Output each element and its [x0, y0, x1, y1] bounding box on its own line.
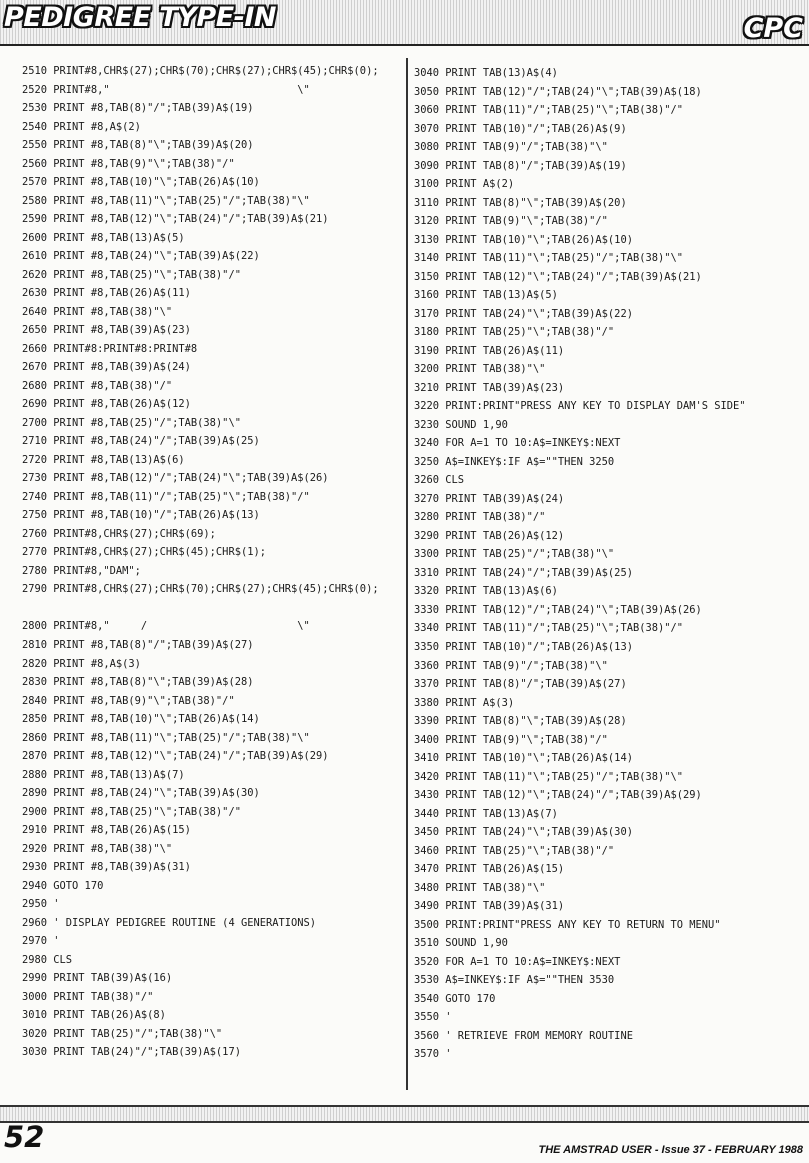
code-line: 3060 PRINT TAB(11)"/";TAB(25)"\";TAB(38)"/": [414, 104, 683, 117]
code-line: 2560 PRINT #8,TAB(9)"\";TAB(38)"/": [22, 157, 235, 170]
code-line: 2740 PRINT #8,TAB(11)"/";TAB(25)"\";TAB(38)"/": [22, 490, 310, 503]
code-line: 3370 PRINT TAB(8)"/";TAB(39)A$(27): [414, 678, 627, 691]
code-line: 3340 PRINT TAB(11)"/";TAB(25)"\";TAB(38)"/": [414, 622, 683, 635]
code-line: 2510 PRINT#8,CHR$(27);CHR$(70);CHR$(27);CHR$(45);CHR$(0);: [22, 65, 379, 77]
code-line: 3530 A$=INKEY$:IF A$=""THEN 3530: [414, 974, 615, 987]
code-line: 2850 PRINT #8,TAB(10)"\";TAB(26)A$(14): [22, 713, 260, 726]
code-line: 3350 PRINT TAB(10)"/";TAB(26)A$(13): [414, 640, 633, 653]
code-line: 3560 ' RETRIEVE FROM MEMORY ROUTINE: [414, 1029, 633, 1042]
code-line: 3260 CLS: [414, 474, 465, 487]
code-line: 3500 PRINT:PRINT"PRESS ANY KEY TO RETURN TO MENU": [414, 918, 721, 931]
code-line: 3380 PRINT A$(3): [414, 696, 515, 709]
code-line: 3010 PRINT TAB(26)A$(8): [22, 1009, 166, 1022]
code-line: 2990 PRINT TAB(39)A$(16): [22, 972, 173, 985]
code-line: 2550 PRINT #8,TAB(8)"\";TAB(39)A$(20): [22, 139, 254, 152]
code-line: 3520 FOR A=1 TO 10:A$=INKEY$:NEXT: [414, 955, 621, 968]
code-line: 3400 PRINT TAB(9)"\";TAB(38)"/": [414, 733, 608, 746]
code-line: 3570 ': [414, 1048, 452, 1061]
code-line: 3420 PRINT TAB(11)"\";TAB(25)"/";TAB(38)"\": [414, 770, 683, 783]
code-line: 3430 PRINT TAB(12)"\";TAB(24)"/";TAB(39)A$(29): [414, 789, 702, 802]
section-title: PEDIGREE TYPE-IN: [4, 2, 276, 33]
code-line: 3540 GOTO 170: [414, 992, 496, 1005]
code-line: 3410 PRINT TAB(10)"\";TAB(26)A$(14): [414, 752, 633, 765]
code-line: 3490 PRINT TAB(39)A$(31): [414, 900, 565, 913]
code-line: 3160 PRINT TAB(13)A$(5): [414, 289, 558, 302]
code-line: 2810 PRINT #8,TAB(8)"/";TAB(39)A$(27): [22, 638, 254, 651]
code-line: 2860 PRINT #8,TAB(11)"\";TAB(25)"/";TAB(38)"\": [22, 731, 310, 744]
code-line: 2890 PRINT #8,TAB(24)"\";TAB(39)A$(30): [22, 787, 260, 800]
code-line: 3180 PRINT TAB(25)"\";TAB(38)"/": [414, 326, 615, 339]
code-line: 2960 ' DISPLAY PEDIGREE ROUTINE (4 GENERATIONS): [22, 916, 317, 929]
code-line: 2900 PRINT #8,TAB(25)"\";TAB(38)"/": [22, 805, 241, 818]
code-line: 3320 PRINT TAB(13)A$(6): [414, 585, 558, 598]
code-line: 2610 PRINT #8,TAB(24)"\";TAB(39)A$(22): [22, 250, 260, 263]
code-line: 3200 PRINT TAB(38)"\": [414, 363, 546, 376]
code-line: 3270 PRINT TAB(39)A$(24): [414, 492, 565, 505]
code-line: 3190 PRINT TAB(26)A$(11): [414, 344, 565, 357]
code-line: 2520 PRINT#8," \": [22, 83, 310, 96]
code-line: 3050 PRINT TAB(12)"/";TAB(24)"\";TAB(39)A$(18): [414, 85, 702, 98]
code-line: 3070 PRINT TAB(10)"/";TAB(26)A$(9): [414, 122, 627, 135]
code-line: 2840 PRINT #8,TAB(9)"\";TAB(38)"/": [22, 694, 235, 707]
code-line: 3440 PRINT TAB(13)A$(7): [414, 807, 558, 820]
page-header: [0, 0, 809, 46]
code-line: 3300 PRINT TAB(25)"/";TAB(38)"\": [414, 548, 615, 561]
code-line: 3310 PRINT TAB(24)"/";TAB(39)A$(25): [414, 566, 633, 579]
code-line: 2780 PRINT#8,"DAM";: [22, 564, 141, 577]
code-line: 2540 PRINT #8,A$(2): [22, 120, 141, 133]
listing-right-column: [414, 64, 804, 1064]
code-line: 2590 PRINT #8,TAB(12)"\";TAB(24)"/";TAB(39)A$(21): [22, 213, 329, 226]
code-line: 2580 PRINT #8,TAB(11)"\";TAB(25)"/";TAB(38)"\": [22, 194, 310, 207]
code-line: 3090 PRINT TAB(8)"/";TAB(39)A$(19): [414, 159, 627, 172]
code-line: 2680 PRINT #8,TAB(38)"/": [22, 379, 173, 392]
code-line: 2750 PRINT #8,TAB(10)"/";TAB(26)A$(13): [22, 509, 260, 522]
code-line: 3110 PRINT TAB(8)"\";TAB(39)A$(20): [414, 196, 627, 209]
code-line: 3360 PRINT TAB(9)"/";TAB(38)"\": [414, 659, 608, 672]
code-line: 2800 PRINT#8," / \": [22, 620, 310, 633]
code-line: 2730 PRINT #8,TAB(12)"/";TAB(24)"\";TAB(39)A$(26): [22, 472, 329, 485]
code-line: 3240 FOR A=1 TO 10:A$=INKEY$:NEXT: [414, 437, 621, 450]
code-line: 2930 PRINT #8,TAB(39)A$(31): [22, 861, 191, 874]
code-line: 2910 PRINT #8,TAB(26)A$(15): [22, 824, 191, 837]
code-line: 2570 PRINT #8,TAB(10)"\";TAB(26)A$(10): [22, 176, 260, 189]
code-line: 2710 PRINT #8,TAB(24)"/";TAB(39)A$(25): [22, 435, 260, 448]
code-line: 2880 PRINT #8,TAB(13)A$(7): [22, 768, 185, 781]
code-line: 2760 PRINT#8,CHR$(27);CHR$(69);: [22, 527, 216, 540]
code-line: 3040 PRINT TAB(13)A$(4): [414, 67, 558, 79]
code-line: 2630 PRINT #8,TAB(26)A$(11): [22, 287, 191, 300]
code-line: 3100 PRINT A$(2): [414, 178, 515, 191]
page-number: 52: [4, 1120, 45, 1154]
footer-bar: [0, 1105, 809, 1123]
code-line: 3550 ': [414, 1011, 452, 1024]
code-line: 3460 PRINT TAB(25)"\";TAB(38)"/": [414, 844, 615, 857]
code-line: 3510 SOUND 1,90: [414, 937, 508, 950]
code-line: 3220 PRINT:PRINT"PRESS ANY KEY TO DISPLAY DAM'S SIDE": [414, 400, 746, 413]
code-line: 2940 GOTO 170: [22, 879, 104, 892]
code-line: 2950 ': [22, 898, 60, 911]
code-line: 2620 PRINT #8,TAB(25)"\";TAB(38)"/": [22, 268, 241, 281]
code-line: 3280 PRINT TAB(38)"/": [414, 511, 546, 524]
code-line: [22, 599, 406, 618]
code-line: 3390 PRINT TAB(8)"\";TAB(39)A$(28): [414, 715, 627, 728]
code-line: 2650 PRINT #8,TAB(39)A$(23): [22, 324, 191, 337]
code-line: 2530 PRINT #8,TAB(8)"/";TAB(39)A$(19): [22, 102, 254, 115]
code-line: 2790 PRINT#8,CHR$(27);CHR$(70);CHR$(27);CHR$(45);CHR$(0);: [22, 583, 379, 596]
code-line: 2670 PRINT #8,TAB(39)A$(24): [22, 361, 191, 374]
code-line: 2970 ': [22, 935, 60, 948]
code-line: 2640 PRINT #8,TAB(38)"\": [22, 305, 173, 318]
code-line: 3450 PRINT TAB(24)"\";TAB(39)A$(30): [414, 826, 633, 839]
column-divider: [406, 58, 408, 1090]
issue-line: THE AMSTRAD USER - Issue 37 - FEBRUARY 1988: [538, 1144, 803, 1156]
code-line: 3140 PRINT TAB(11)"\";TAB(25)"/";TAB(38)"\": [414, 252, 683, 265]
listing-left-column: [22, 62, 406, 1062]
code-line: 3150 PRINT TAB(12)"\";TAB(24)"/";TAB(39)A$(21): [414, 270, 702, 283]
code-line: 3120 PRINT TAB(9)"\";TAB(38)"/": [414, 215, 608, 228]
code-line: 2720 PRINT #8,TAB(13)A$(6): [22, 453, 185, 466]
code-line: 2980 CLS: [22, 953, 73, 966]
code-line: 3470 PRINT TAB(26)A$(15): [414, 863, 565, 876]
code-line: 3020 PRINT TAB(25)"/";TAB(38)"\": [22, 1027, 223, 1040]
platform-tag: CPC: [743, 13, 803, 44]
code-line: 3330 PRINT TAB(12)"/";TAB(24)"\";TAB(39)A$(26): [414, 603, 702, 616]
code-line: 2660 PRINT#8:PRINT#8:PRINT#8: [22, 342, 198, 355]
code-line: 3250 A$=INKEY$:IF A$=""THEN 3250: [414, 455, 615, 468]
code-line: 2830 PRINT #8,TAB(8)"\";TAB(39)A$(28): [22, 676, 254, 689]
code-line: 3000 PRINT TAB(38)"/": [22, 990, 154, 1003]
code-line: 3030 PRINT TAB(24)"/";TAB(39)A$(17): [22, 1046, 241, 1059]
code-line: 2870 PRINT #8,TAB(12)"\";TAB(24)"/";TAB(39)A$(29): [22, 750, 329, 763]
code-line: 3170 PRINT TAB(24)"\";TAB(39)A$(22): [414, 307, 633, 320]
code-line: 3480 PRINT TAB(38)"\": [414, 881, 546, 894]
code-line: 3210 PRINT TAB(39)A$(23): [414, 381, 565, 394]
code-line: 2770 PRINT#8,CHR$(27);CHR$(45);CHR$(1);: [22, 546, 266, 559]
code-line: 2700 PRINT #8,TAB(25)"/";TAB(38)"\": [22, 416, 241, 429]
code-line: 3290 PRINT TAB(26)A$(12): [414, 529, 565, 542]
code-line: 2820 PRINT #8,A$(3): [22, 657, 141, 670]
code-line: 3130 PRINT TAB(10)"\";TAB(26)A$(10): [414, 233, 633, 246]
code-line: 2600 PRINT #8,TAB(13)A$(5): [22, 231, 185, 244]
code-line: 3230 SOUND 1,90: [414, 418, 508, 431]
code-line: 3080 PRINT TAB(9)"/";TAB(38)"\": [414, 141, 608, 154]
code-line: 2690 PRINT #8,TAB(26)A$(12): [22, 398, 191, 411]
code-line: 2920 PRINT #8,TAB(38)"\": [22, 842, 173, 855]
